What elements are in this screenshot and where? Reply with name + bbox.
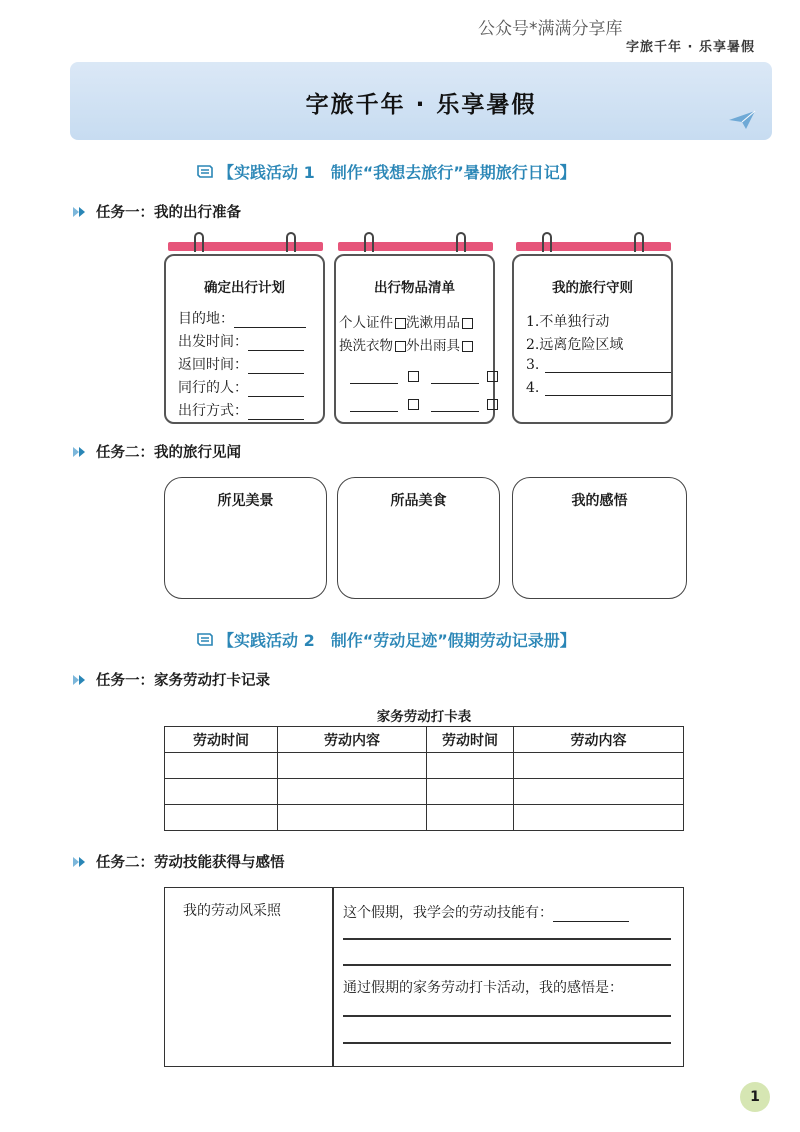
title-banner: [70, 62, 772, 140]
plan-transport: 出行方式：: [178, 400, 304, 420]
table-cell[interactable]: [427, 779, 514, 805]
ring-icon: [542, 232, 552, 252]
column-header: 劳动时间: [165, 727, 278, 753]
writing-line[interactable]: [343, 1042, 671, 1044]
table-row: [165, 805, 684, 831]
task2-label: 任务二：我的旅行见闻: [96, 445, 241, 461]
card-title: 我的旅行守则: [552, 280, 633, 296]
column-header: 劳动时间: [427, 727, 514, 753]
ring-icon: [456, 232, 466, 252]
fill-blank[interactable]: [431, 369, 479, 384]
fill-blank[interactable]: [545, 381, 671, 396]
activity2-title: 【实践活动 2 制作“劳动足迹”假期劳动记录册】: [218, 631, 576, 650]
table-cell[interactable]: [165, 779, 278, 805]
fill-blank[interactable]: [234, 313, 306, 328]
card-band: [516, 242, 671, 251]
fill-blank[interactable]: [248, 382, 304, 397]
plan-destination: 目的地：: [178, 308, 306, 328]
labor-task2-label: 任务二：劳动技能获得与感悟: [96, 855, 285, 871]
activity1-heading: [196, 160, 576, 183]
rule-item: 2.远离危险区域: [526, 337, 624, 353]
box-label: 所见美景: [217, 493, 274, 509]
fill-blank[interactable]: [248, 359, 304, 374]
writing-line[interactable]: [343, 1015, 671, 1017]
packing-row: 个人证件 洗漱用品: [339, 311, 473, 331]
checkbox[interactable]: [462, 318, 473, 329]
double-arrow-icon: [72, 674, 88, 686]
checkbox[interactable]: [408, 371, 419, 382]
table-row: [165, 779, 684, 805]
table-cell[interactable]: [514, 805, 684, 831]
plan-depart: 出发时间：: [178, 331, 304, 351]
watermark-text: 公众号*满满分享库: [478, 19, 623, 39]
fill-blank[interactable]: [553, 907, 629, 922]
task1-label: 任务一：我的出行准备: [96, 205, 241, 221]
checkbox[interactable]: [408, 399, 419, 410]
table-cell[interactable]: [278, 779, 427, 805]
photo-area[interactable]: [169, 924, 329, 1062]
ring-icon: [364, 232, 374, 252]
card-travel-plan: [164, 254, 325, 424]
column-header: 劳动内容: [278, 727, 427, 753]
plan-return: 返回时间：: [178, 354, 304, 374]
fill-blank[interactable]: [350, 397, 398, 412]
labor-task1-label: 任务一：家务劳动打卡记录: [96, 673, 270, 689]
task1-heading: [72, 201, 241, 222]
box-label: 所品美食: [390, 493, 447, 509]
packing-blank-row: [350, 368, 498, 384]
task2-heading: [72, 441, 241, 462]
fill-blank[interactable]: [248, 336, 304, 351]
checkbox[interactable]: [395, 341, 406, 352]
book-icon: [196, 164, 214, 179]
checkbox[interactable]: [487, 399, 498, 410]
table-title: 家务劳动打卡表: [376, 709, 472, 725]
card-band: [338, 242, 493, 251]
labor-task1-heading: [72, 669, 270, 690]
page-title: 字旅千年 · 乐享暑假: [305, 92, 537, 118]
feelings-box[interactable]: [512, 477, 687, 599]
ring-icon: [194, 232, 204, 252]
card-travel-rules: [512, 254, 673, 424]
ring-icon: [286, 232, 296, 252]
skill-prompt: 这个假期，我学会的劳动技能有：: [343, 902, 629, 922]
activity1-title: 【实践活动 1 制作“我想去旅行”暑期旅行日记】: [218, 163, 576, 182]
checkbox[interactable]: [487, 371, 498, 382]
rule-item: 4.: [526, 380, 671, 396]
reflection-prompt: 通过假期的家务劳动打卡活动，我的感悟是：: [343, 980, 623, 996]
labor-checkin-table: [164, 726, 684, 831]
scenery-box[interactable]: [164, 477, 327, 599]
photo-label: 我的劳动风采照: [183, 903, 281, 919]
column-header: 劳动内容: [514, 727, 684, 753]
table-cell[interactable]: [427, 753, 514, 779]
ring-icon: [634, 232, 644, 252]
card-packing-list: [334, 254, 495, 424]
table-cell[interactable]: [514, 753, 684, 779]
paper-plane-icon: [728, 110, 756, 130]
checkbox[interactable]: [395, 318, 406, 329]
rule-item: 3.: [526, 357, 671, 373]
writing-line[interactable]: [343, 964, 671, 966]
box-label: 我的感悟: [571, 493, 628, 509]
activity2-heading: [196, 628, 576, 651]
table-cell[interactable]: [427, 805, 514, 831]
table-cell[interactable]: [278, 805, 427, 831]
table-cell[interactable]: [165, 753, 278, 779]
plan-companions: 同行的人：: [178, 377, 304, 397]
labor-task2-heading: [72, 851, 285, 872]
writing-line[interactable]: [343, 938, 671, 940]
fill-blank[interactable]: [248, 405, 304, 420]
page-number-badge: 1: [740, 1082, 770, 1112]
card-title: 出行物品清单: [374, 280, 455, 296]
divider: [332, 888, 334, 1066]
card-title: 确定出行计划: [204, 280, 285, 296]
rule-item: 1.不单独行动: [526, 314, 610, 330]
book-icon: [196, 632, 214, 647]
food-box[interactable]: [337, 477, 500, 599]
table-cell[interactable]: [514, 779, 684, 805]
checkbox[interactable]: [462, 341, 473, 352]
fill-blank[interactable]: [431, 397, 479, 412]
table-cell[interactable]: [278, 753, 427, 779]
double-arrow-icon: [72, 446, 88, 458]
packing-row: 换洗衣物 外出雨具: [339, 334, 473, 354]
packing-blank-row: [350, 396, 498, 412]
table-cell[interactable]: [165, 805, 278, 831]
double-arrow-icon: [72, 856, 88, 868]
fill-blank[interactable]: [545, 358, 671, 373]
skill-reflection-box: [164, 887, 684, 1067]
table-row: [165, 753, 684, 779]
card-band: [168, 242, 323, 251]
double-arrow-icon: [72, 206, 88, 218]
running-head: 字旅千年 · 乐享暑假: [626, 40, 755, 55]
fill-blank[interactable]: [350, 369, 398, 384]
